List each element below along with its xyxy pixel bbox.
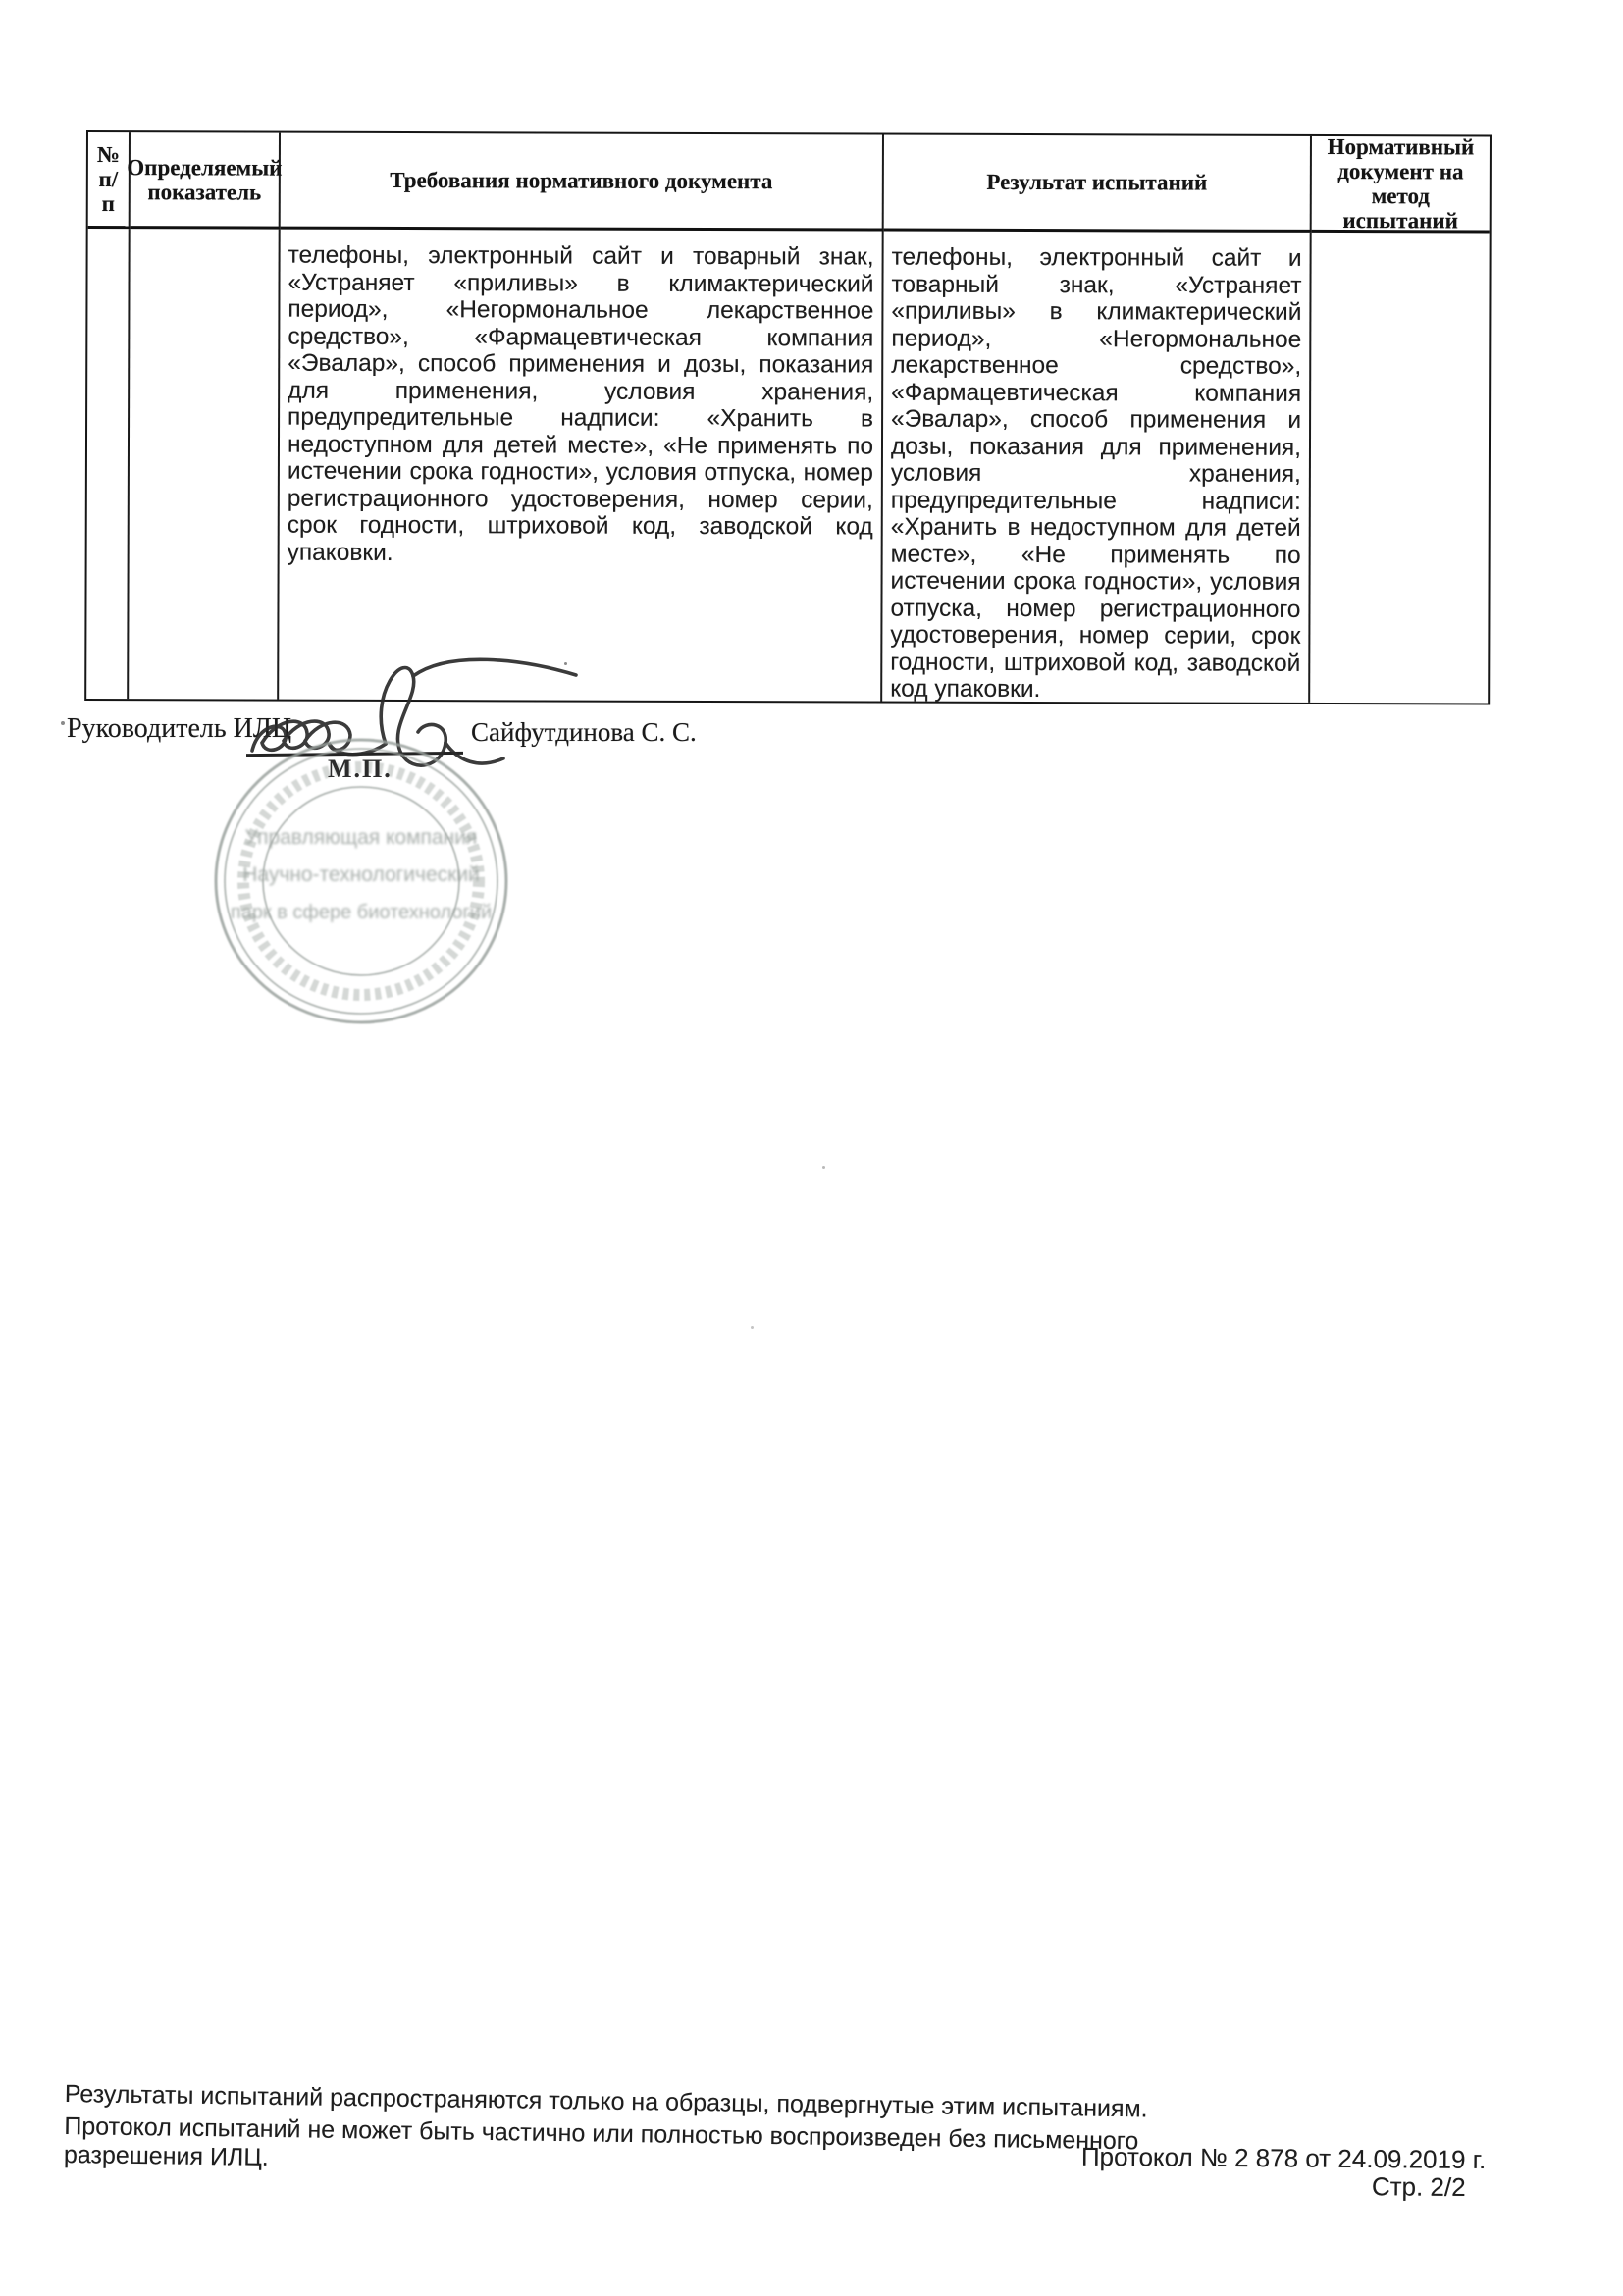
col-header-number: № п/п [88,132,131,229]
protocol-reference: Протокол № 2 878 от 24.09.2019 г. [1080,2141,1486,2174]
footer-note-1: Результаты испытаний распространяются только на образцы, подвергнутые этим испытаниям. [64,2080,1148,2123]
col-header-requirements: Требования нормативного документа [281,133,884,232]
scan-speck [751,1326,754,1329]
footer-notes [64,2080,1242,2190]
scan-speck [822,1166,825,1169]
col-header-result: Результат испытаний [884,135,1312,233]
cell-number [86,229,131,699]
page-number: Стр. 2/2 [1372,2171,1466,2202]
col-header-method-doc: Нормативный документ на метод испытаний [1312,136,1490,234]
stamp-center-line-3: парк в сфере биотехнологий [230,902,493,923]
stamp-center-line-2: Научно-технологический [242,863,480,886]
cell-requirements: телефоны, электронный сайт и товарный знак, «Устраняет «приливы» в климактерический период», «Негормональное лекарственное средство», «Фармацевтическая компания «Эвалар», способ применения и дозы, показания для применения, условия хранения, предупредительные надписи: «Хранить в недоступном для детей месте», «Не применять по истечении срока годности», условия отпуска, номер регистрационного удостоверения, номер серии, срок годности, штриховой код, заводской код упаковки. [279,230,884,702]
signature-role-label: Руководитель ИЛЦ [67,713,292,744]
seal-place-mark: М.П. [328,755,393,783]
signatory-name: Сайфутдинова С. С. [471,717,697,747]
scan-speck [61,721,65,725]
stamp-center-line-1: Управляющая компания [244,826,478,849]
col-header-indicator: Определяемый показатель [131,132,281,229]
scan-speck [564,662,567,665]
cell-method-doc [1310,233,1490,704]
test-results-table [84,130,1492,704]
cell-result: телефоны, электронный сайт и товарный знак, «Устраняет «приливы» в климактерический период», «Негормональное лекарственное средство», «Фармацевтическая компания «Эвалар», способ применения и дозы, показания для применения, условия хранения, предупредительные надписи: «Хранить в недоступном для детей месте», «Не применять по истечении срока годности», условия отпуска, номер регистрационного удостоверения, номер серии, срок годности, штриховой код, заводской код упаковки. [882,232,1312,703]
cell-indicator [129,229,281,699]
footer-note-2: Протокол испытаний не может быть частично или полностью воспроизведен без письменного разрешения ИЛЦ. [63,2112,1139,2171]
